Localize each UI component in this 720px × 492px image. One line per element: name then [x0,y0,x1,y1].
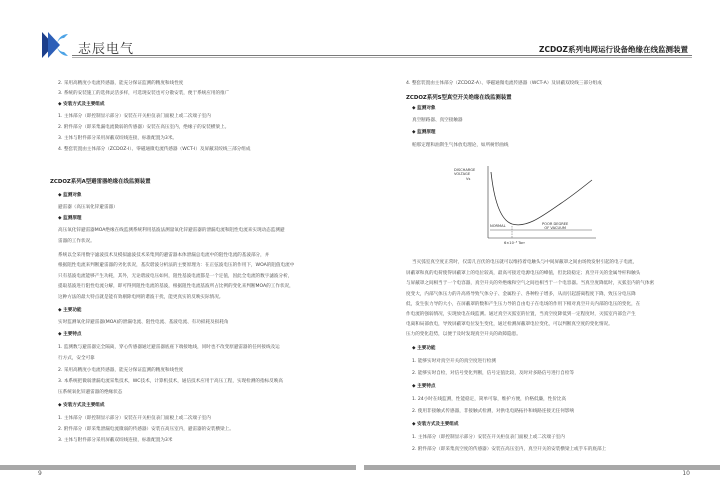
header-rule [72,55,692,56]
right-points-title: ◆ 主要特点 [412,384,436,389]
right-body-line-7: 电离和局部放电，导致屏蔽罩电位发生变化，通过检测屏蔽罩电位变化，可以判断真空度的变化情况。 [406,322,613,327]
left-features-title: ◆ 主要功能 [58,308,82,313]
right-footer-bar [364,465,720,470]
left-principle-line-3: 系统以全采用数字滤波技术及模拟滤波技术采集到的避雷器本体泄漏总电流中的阻性电流的基波部分，并 [58,253,270,258]
right-features-item-2: 2. 能够实时自检，对信号变化判断，信号定值比较，及时对多路信号进行自检等 [412,371,575,376]
left-points-item-1: 1. 监测数与避雷器完全隔离，穿心传感器通过避雷器底座下端接地线，同时也不改变原避雷器的任何接线及运 [58,345,280,350]
brand-logo [38,30,74,60]
graph-region-normal: NORMAL [490,224,506,228]
left-install2-item-1: 1. 主体部分（即控制显示部分）安装在开关柜仪表门面板上或二次端子室内 [58,416,211,421]
left-points-item-2: 2. 采用高精度小电流传感器，能充分保证监测的精度和线性度 [58,368,184,373]
graph-region-poor-2: OF VACUUM [544,226,566,231]
right-install-title: ◆ 安装方式及主要组成 [412,422,459,427]
left-points-item-3: 3. 本系统把微弱泄漏电流采集技术，WC技术，计算机技术，通信技术应用于高压工程，实现检测的指标反映高 [58,379,283,384]
right-body-line-2: 屏蔽罩和真的电荷使得屏蔽罩上的电位较高，最高可接近电源电压的峰值，但比较稳定；真空开关的金属导杆和触头 [406,271,641,276]
left-install1-item-4: 4. 整套装置由主体部分（ZCDOZ-I）、零磁通微电流传感器（WCT-I）及屏蔽双绞线三部分组成 [58,147,251,152]
left-points-item-1b: 行方式，安全可靠 [58,356,95,361]
left-obj-title: ◆ 监测对象 [58,193,82,198]
left-principle-line-4: 根据阻性电流来判断避雷器的劣化状况，基次谐波分析法的主要原理为：在正弦波电压的作用下，WOA的阻值电流中 [58,263,295,268]
left-section2-title: ZCDOZ系列A型避雷器绝缘在线监测装置 [50,179,151,185]
left-install1-title: ◆ 安装方式及主要组成 [58,102,105,107]
right-principle-text: 帕那定理和油斯生气体放电理论，如所树形曲线 [412,143,509,148]
right-body-line-4: 度变大，内部气体压力的升高将导致气体分子、金属粒子、各种粒子增多，从而引起游离程度下降，致压分电压降 [406,292,636,297]
graph-ylabel-3: Vs [466,176,471,181]
left-install1-item-1: 1. 主体部分（即控制显示部分）安装在开关柜仪表门面板上或二次端子室内 [58,114,211,119]
right-install-item-1: 1. 主体部分（即控制显示部分）安装在开关柜仪表门面板上或二次端子室内 [412,435,565,440]
graph-ylabel-2: VOLTAGE [454,172,471,177]
right-body-line-8: 压力的变化趋势，以便于及时发现真空开关的故障隐患。 [406,332,521,337]
header-title: ZCDOZ系列电网运行设备绝缘在线监测装置 [539,45,688,54]
graph-region-poor-1: POOR DEGREE [542,222,569,226]
left-install2-item-3: 3. 主体与附件部分采用屏蔽双绞线连接，标准配置为3米 [58,438,173,443]
left-obj-text: 避雷器（高压氧化锌避雷器） [58,205,118,210]
left-points-title: ◆ 主要特点 [58,332,82,337]
right-section-title: ZCDOZ系列S型真空开关绝缘在线监测装置 [406,95,512,101]
left-install1-item-3: 3. 主体与附件部分采用屏蔽双绞线连接，标准配置为3米。 [58,136,178,141]
right-install-item-2: 2. 附件部分（即采集真空度的传感器）安装在高压室内，真空开关的安装横梁上或手车的底部上 [412,447,607,452]
right-features-title: ◆ 主要功能 [412,346,436,351]
brand-name: 志辰电气 [78,42,135,57]
left-page-number: 9 [38,470,42,477]
right-obj-title: ◆ 监测对象 [412,106,436,111]
left-top-item-2: 2. 采用高精度小电流传感器，能充分保证监测的精度和线性度 [58,81,184,86]
left-features-text: 实时监测氧化锌避雷器(MOA)的泄漏电流、阻性电流、基波电流、有功损耗及损耗角 [58,320,229,325]
paschen-curve-figure [450,160,600,250]
right-page-number: 10 [682,470,690,477]
left-principle-title: ◆ 监测原理 [58,216,82,221]
left-points-item-3b: 压系统氧化锌避雷器的绝缘状态 [58,390,123,395]
left-install1-item-2: 2. 附件部分（即采集漏电流微弱的传感器）安装在高压室内，绝缘子的安装横梁上。 [58,125,230,130]
right-points-item-1: 1. 24小时在线监测，性能稳定，简单可靠，维护方便，价格低廉，性价比高 [412,397,567,402]
left-install2-item-2: 2. 附件部分（即采集泄漏电流微弱的传感器）安装在高压室内，避雷器的安装横梁上。 [58,427,234,432]
right-body-line-1: 当灭弧室真空度正常时，仅需几百伏的电压就可以维持着电触头与中间屏蔽罩之间由场致发射引起的电子电流， [412,260,638,265]
left-principle-line-1: 高压氧化锌避雷器MOA绝缘在线监测系统利用基波法测量氧化锌避雷器的泄漏电流和阻性电流来实现动态监测避 [58,228,285,233]
right-principle-title: ◆ 监测原理 [412,130,436,135]
left-principle-line-2: 雷器的工作状况。 [58,239,95,244]
left-principle-line-6: 提取基波进行阻性电流分解，即可得到阻性电流的基波，根据阻性电流基波所占比例的变化来判断MOA的工作状况， [58,284,294,289]
left-footer-bar [0,465,356,470]
left-principle-line-5: 只有基波电流能够产生功耗，其外，无论谐波电压如何，阻性基波电流都是一个定值，因此全电流的数字滤波分析， [58,274,293,279]
graph-ylabel-1: DISCHARGE [454,168,476,172]
right-points-item-2: 2. 使用非接触式传感器，非接触式检测，对供电电路拓扑和线路连接无任何影响 [412,409,575,414]
left-principle-line-7: 这种方法的最大特点就是能有效剔除电网的谐波干扰，能更真实的反映实际情况。 [58,295,224,300]
right-body-line-6: 作电流的强弱情况，实现放电在线监测。通过真空灭弧室的位置，当真空度降低到一定程度时，灭弧室内部会产生 [406,312,636,317]
right-top-item-4: 4. 整套装置由主体部分（ZCDOZ-A）、零磁通微电流传感器（WCT-A）及屏蔽双绞线三部分组成 [406,81,602,86]
header-rule-thin [72,57,692,58]
right-body-line-5: 低，发生张力导的大小，在屏蔽罩的数和产生压力导的自由电子在电场的作用下相对真空开关内部的电压的变化，在 [406,302,641,307]
right-body-line-3: 与屏蔽罩之间相当于一个电容器，真空开关的外绝缘和空气之间也相当于一个电容器。当真空度降低时，灭弧室内的气体密 [406,281,655,286]
left-top-item-3: 3. 系统的安装施工的选择灵活多样，可选现安装也可分散安装，便于系统应用的推广 [58,91,230,96]
left-install2-title: ◆ 安装方式及主要组成 [58,403,105,408]
right-obj-text: 真空断路器、真空接触器 [412,118,463,123]
right-features-item-1: 1. 能够实时对真空开关的真空度进行检测 [412,359,496,364]
graph-xlabel: 6×10⁻³ Torr [504,241,526,245]
